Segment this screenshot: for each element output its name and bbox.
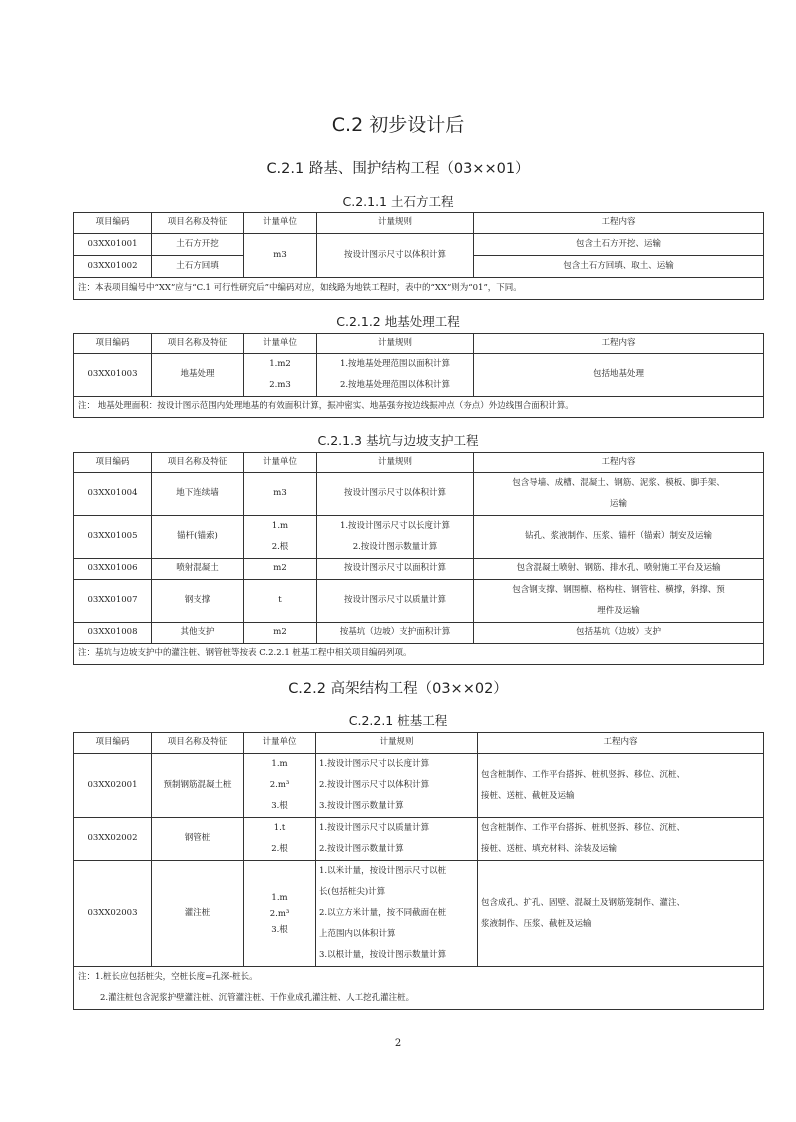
table-row: 03XX02002 钢管桩 1.t 2.根 1.按设计图示尺寸以质量计算 2.按设计图示数量计算 包含桩制作、工作平台搭拆、桩机竖拆、移位、沉桩、 接桩、送桩、填充材料、涂装及运输 [74, 818, 764, 861]
table-row: 03XX01001 土石方开挖 m3 按设计图示尺寸以体积计算 包含土石方开挖、运输 [74, 234, 764, 256]
page-number: 2 [394, 1038, 402, 1049]
table-row: 03XX01005 锚杆(锚索) 1.m 2.根 1.按设计图示尺寸以长度计算 2.按设计图示数量计算 钻孔、浆液制作、压浆、锚杆（锚索）制安及运输 [74, 516, 764, 559]
table-row: 03XX01007 钢支撑 t 按设计图示尺寸以质量计算 包含钢支撑、钢围檩、格构柱、钢管柱、横撑，斜撑、预 埋件及运输 [74, 580, 764, 623]
table-note: 注：1.桩长应包括桩尖，空桩长度=孔深-桩长。 2.灌注桩包含泥浆护壁灌注桩、沉管灌注桩、干作业成孔灌注桩、人工挖孔灌注桩。 [74, 967, 764, 1010]
table-pit-support: 项目编码 项目名称及特征 计量单位 计量规则 工程内容 03XX01004 地下连续墙 m3 按设计图示尺寸以体积计算 包含导墙、成槽、混凝土、钢筋、泥浆、模板、脚手架、 运输 03XX01005 锚杆(锚索) 1.m 2.根 1.按设计图示尺寸以长度计算 2.按设计图示数量计算 钻孔、浆液制作、压浆、锚杆（锚索）制安及运输 03XX01006 喷射混凝土 m2 按设计图示尺寸以面积计算 包含混凝土喷射、钢筋、排水孔、喷射施工平台及运输 03XX01007 钢支撑 t 按设计图示尺寸以质量计算 包含钢支撑、钢围檩、格构柱、钢管柱、横撑，斜撑、预 埋件及运输 03XX01008 其他支护 m2 按基坑（边坡）支护面积计算 包括基坑（边坡）支护 注：基坑与边坡支护中的灌注桩、钢管桩等按表 C.2.2.1 桩基工程中相关项目编码列项。 [73, 452, 764, 665]
table-earthwork [73, 212, 764, 300]
table-row: 03XX01006 喷射混凝土 m2 按设计图示尺寸以面积计算 包含混凝土喷射、钢筋、排水孔、喷射施工平台及运输 [74, 559, 764, 580]
col-header-rule: 计量规则 [317, 213, 474, 234]
table-title-pit-support: C.2.1.3 基坑与边坡支护工程 [317, 433, 479, 448]
table-note: 注： 地基处理面积：按设计图示范围内处理地基的有效面积计算，振冲密实、地基强夯按边线振冲点（夯点）外边线围合面积计算。 [74, 397, 764, 418]
table-foundation: 项目编码 项目名称及特征 计量单位 计量规则 工程内容 03XX01003 地基处理 1.m2 2.m3 1.按地基处理范围以面积计算 2.按地基处理范围以体积计算 包括地基处理 注： 地基处理面积：按设计图示范围内处理地基的有效面积计算，振冲密实、地基强夯按边线振冲点（夯点）外边线围合面积计算。 [73, 333, 764, 418]
table-title-foundation: C.2.1.2 地基处理工程 [336, 314, 460, 329]
table-title-earthwork: C.2.1.1 土石方工程 [342, 194, 454, 209]
col-header-unit: 计量单位 [244, 213, 317, 234]
table-row: 03XX01008 其他支护 m2 按基坑（边坡）支护面积计算 包括基坑（边坡）支护 [74, 623, 764, 644]
col-header-code: 项目编码 [74, 213, 152, 234]
col-header-content: 工程内容 [474, 213, 764, 234]
table-note: 注：本表项目编号中“XX”应与“C.1 可行性研究后”中编码对应，如线路为地铁工程时，表中的“XX”则为“01”，下同。 [74, 278, 764, 300]
table-row: 03XX01004 地下连续墙 m3 按设计图示尺寸以体积计算 包含导墙、成槽、混凝土、钢筋、泥浆、模板、脚手架、 运输 [74, 473, 764, 516]
subsection-title-2-1: C.2.1 路基、围护结构工程（03××01） [266, 161, 530, 177]
col-header-name: 项目名称及特征 [152, 213, 244, 234]
table-row: 03XX02001 预制钢筋混凝土桩 1.m 2.m³ 3.根 1.按设计图示尺寸以长度计算 2.按设计图示尺寸以体积计算 3.按设计图示数量计算 包含桩制作、工作平台搭拆、桩机竖拆、移位、沉桩、 接桩、送桩、截桩及运输 [74, 754, 764, 818]
table-row: 03XX01002 土石方回填 包含土石方回填、取土、运输 [74, 256, 764, 278]
table-title-pile: C.2.2.1 桩基工程 [348, 713, 448, 728]
table-pile: 项目编码 项目名称及特征 计量单位 计量规则 工程内容 03XX02001 预制钢筋混凝土桩 1.m 2.m³ 3.根 1.按设计图示尺寸以长度计算 2.按设计图示尺寸以体积计算 3.按设计图示数量计算 包含桩制作、工作平台搭拆、桩机竖拆、移位、沉桩、 接桩、送桩、截桩及运输 03XX02002 钢管桩 1.t 2.根 1.按设计图示尺寸以质量计算 2.按设计图示数量计算 包含桩制作、工作平台搭拆、桩机竖拆、移位、沉桩、 接桩、送桩、填充材料、涂装及运输 03XX02003 灌注桩 1.m 2.m³ 3.根 1.以米计量，按设计图示尺寸以桩 长(包括桩尖)计算 2.以立方米计量，按不同截面在桩 上范围内以体积计算 3.以根计量，按设计图示数量计算 包含成孔、扩孔、固壁、混凝土及钢筋笼制作、灌注、 浆液制作、压浆、截桩及运输 注：1.桩长应包括桩尖，空桩长度=孔深-桩长。 2.灌注桩包含泥浆护壁灌注桩、沉管灌注桩、干作业成孔灌注桩、人工挖孔灌注桩。 [73, 732, 764, 1010]
subsection-title-2-2: C.2.2 高架结构工程（03××02） [288, 681, 508, 697]
table-row: 03XX01003 地基处理 1.m2 2.m3 1.按地基处理范围以面积计算 2.按地基处理范围以体积计算 包括地基处理 [74, 354, 764, 397]
section-title: C.2 初步设计后 [331, 114, 465, 136]
table-note: 注：基坑与边坡支护中的灌注桩、钢管桩等按表 C.2.2.1 桩基工程中相关项目编码列项。 [74, 644, 764, 665]
table-row: 03XX02003 灌注桩 1.m 2.m³ 3.根 1.以米计量，按设计图示尺寸以桩 长(包括桩尖)计算 2.以立方米计量，按不同截面在桩 上范围内以体积计算 3.以根计量，按设计图示数量计算 包含成孔、扩孔、固壁、混凝土及钢筋笼制作、灌注、 浆液制作、压浆、截桩及运输 [74, 861, 764, 967]
